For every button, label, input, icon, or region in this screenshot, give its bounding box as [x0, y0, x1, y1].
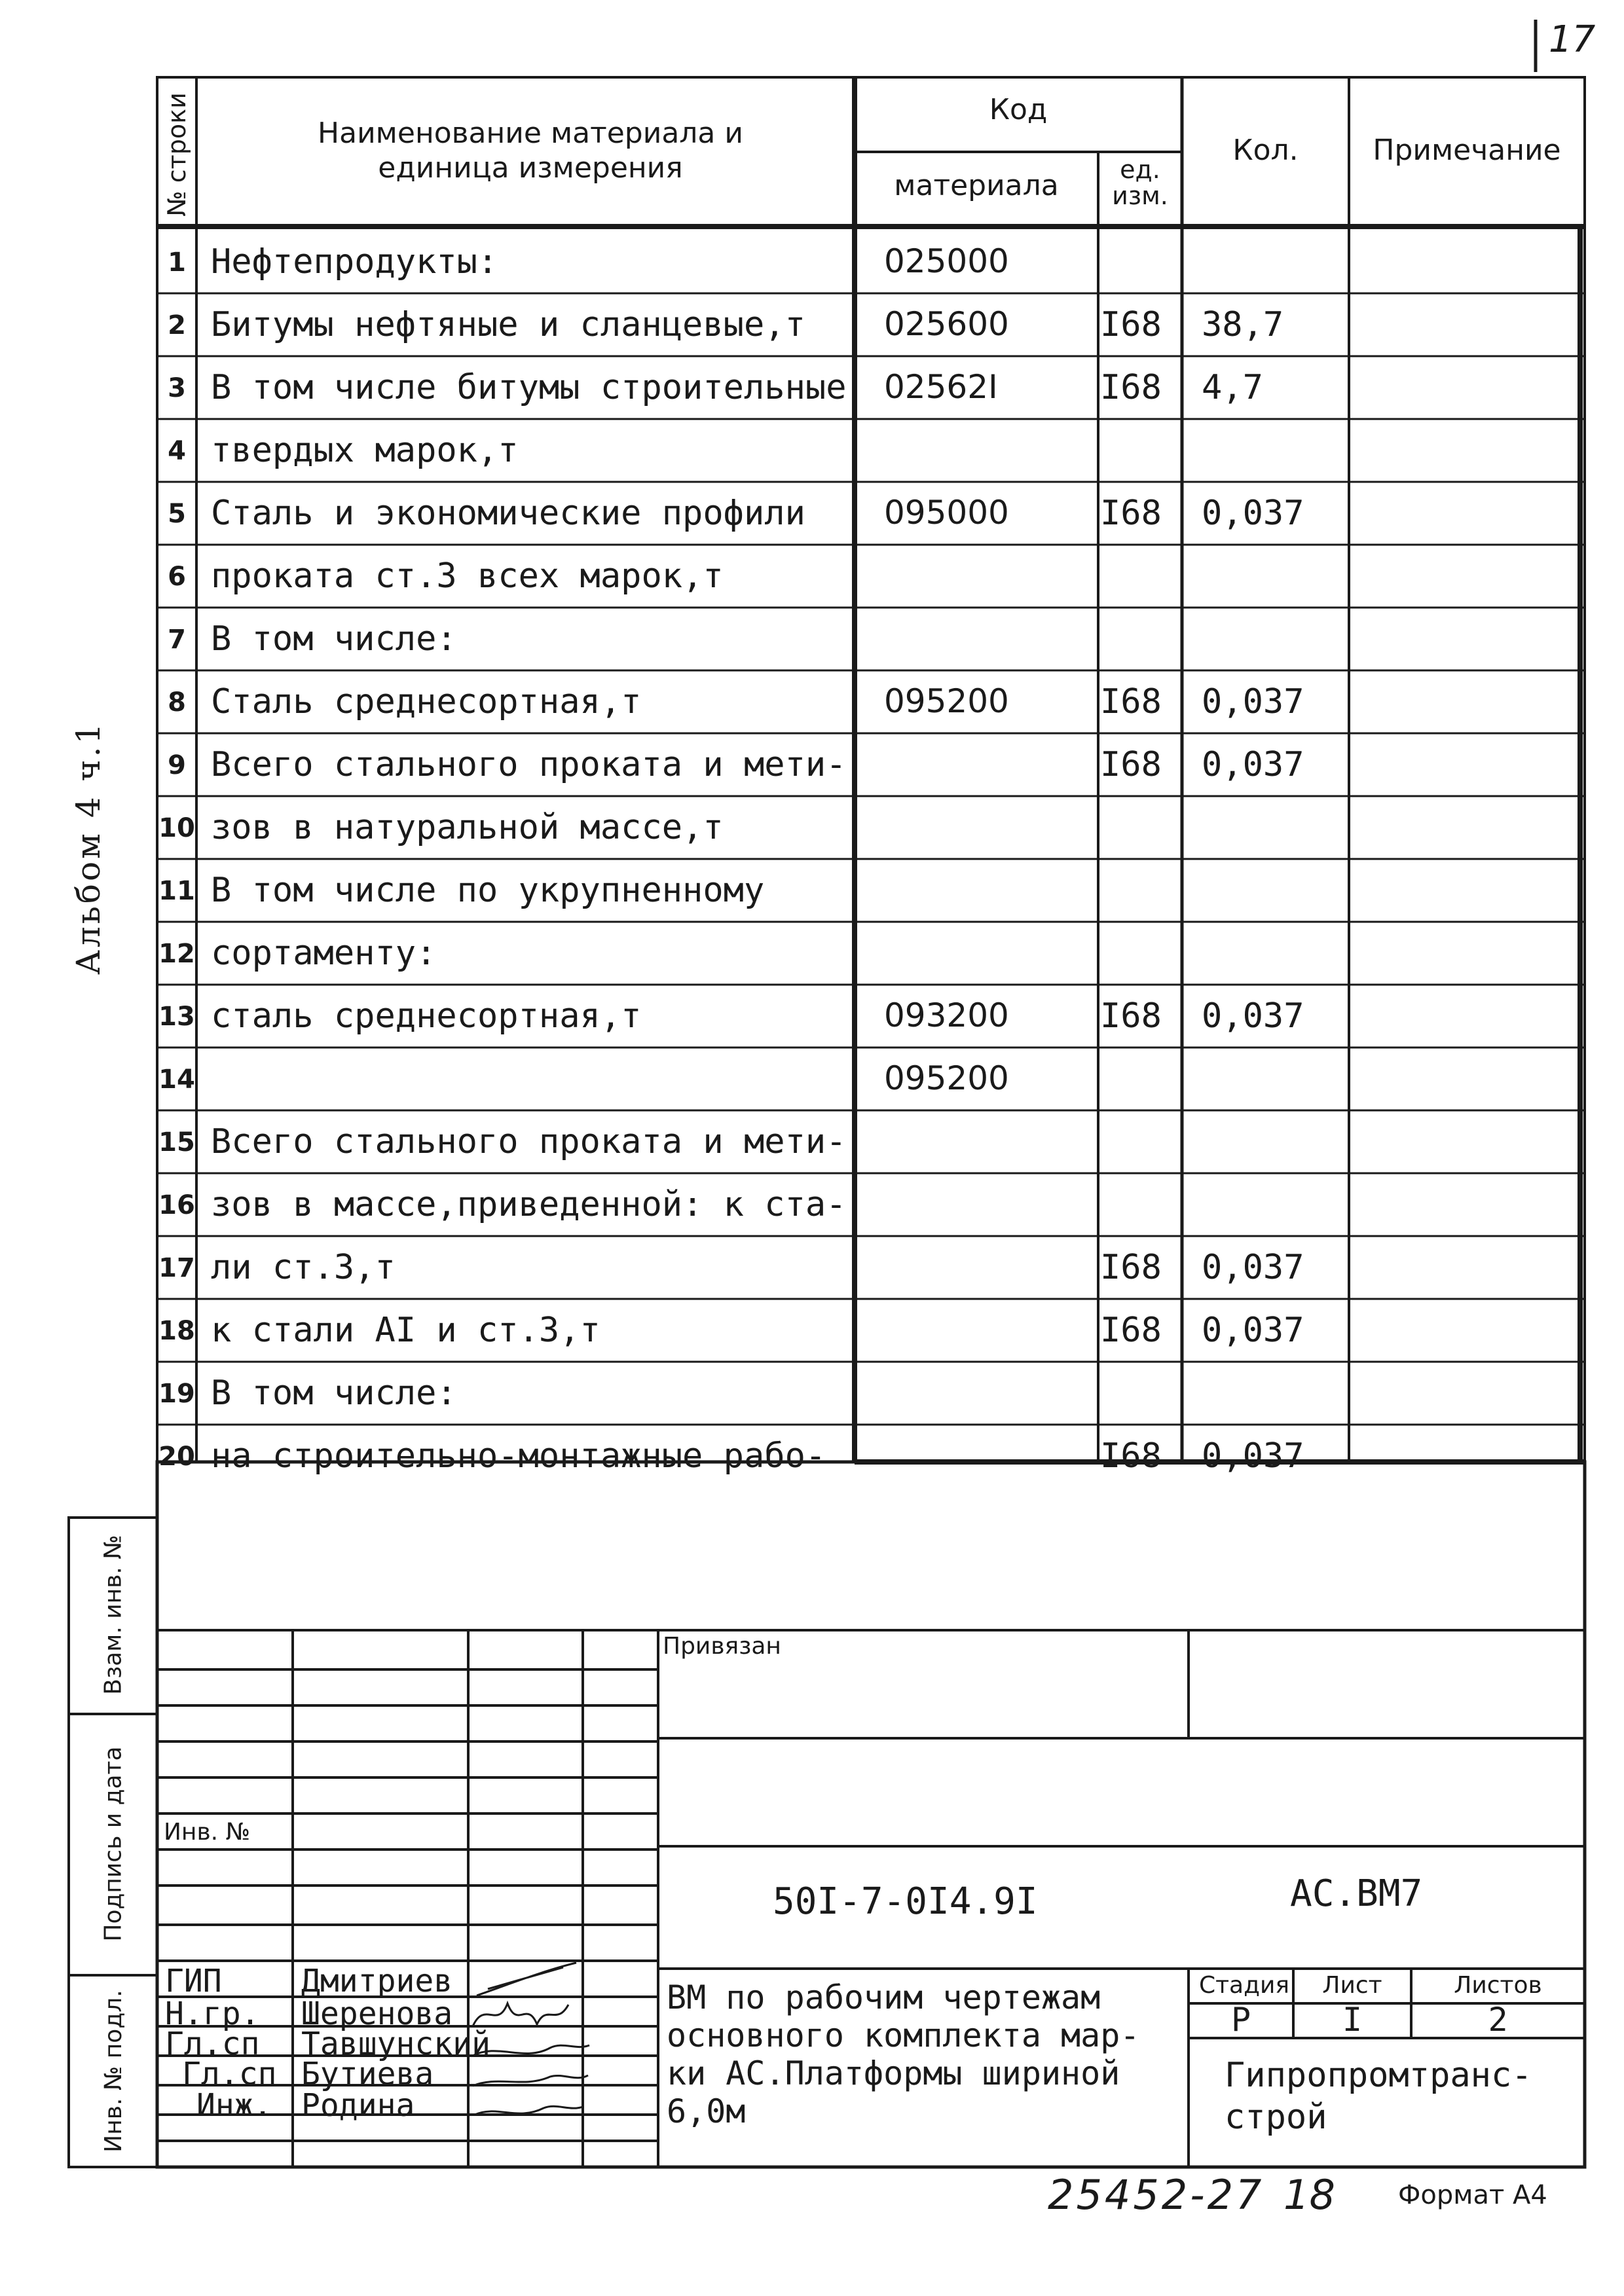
table-row: [157, 545, 1585, 608]
row-number: 1: [168, 247, 186, 278]
privyazan-label: Привязан: [663, 1633, 781, 1660]
material-code: 025600: [884, 305, 1009, 343]
row-number: 6: [168, 562, 186, 592]
person-name: Шеренова: [301, 1995, 453, 2032]
header-row-no: [157, 77, 196, 227]
material-name: сортаменту:: [211, 934, 437, 973]
material-name: Сталь среднесортная,т: [211, 682, 642, 721]
material-name: Нефтепродукты:: [211, 242, 498, 282]
material-name: В том числе:: [211, 619, 457, 659]
format-label: Формат А4: [1398, 2180, 1547, 2210]
doc-code: 50I-7-0I4.9I: [773, 1880, 1038, 1923]
material-code: 093200: [884, 996, 1009, 1034]
doc-title-line: 6,0м: [667, 2092, 746, 2130]
org-line: строй: [1225, 2098, 1327, 2137]
quantity: 0,037: [1202, 996, 1304, 1036]
quantity: 38,7: [1202, 305, 1284, 344]
table-row: [157, 608, 1585, 670]
material-code: 095200: [884, 1059, 1009, 1097]
table-row: [157, 733, 1585, 796]
unit-code: I68: [1100, 745, 1162, 784]
header-row-no-text: № строки: [162, 92, 191, 217]
header-name: Наименование материала и единица измерения: [318, 117, 743, 185]
header-unit: ед. изм.: [1112, 155, 1168, 210]
material-name: твердых марок,т: [211, 431, 519, 470]
material-name: на строительно-монтажные рабо-: [211, 1436, 826, 1476]
unit-code: I68: [1100, 1436, 1162, 1476]
header-note: Примечание: [1373, 134, 1561, 167]
row-number: 5: [168, 499, 186, 529]
row-number: 3: [168, 373, 186, 403]
sheets-value: 2: [1488, 2001, 1508, 2039]
material-name: зов в массе,приведенной: к ста-: [211, 1185, 847, 1224]
material-name: проката ст.3 всех марок,т: [211, 556, 724, 596]
unit-code: I68: [1100, 1248, 1162, 1287]
table-row: [157, 670, 1585, 733]
doc-title-line: ки АС.Платформы шириной: [667, 2054, 1120, 2092]
stage-label: Стадия: [1198, 1972, 1290, 1999]
sheet-value: I: [1342, 2001, 1363, 2039]
unit-code: I68: [1100, 368, 1162, 407]
material-name: Сталь и экономические профили: [211, 494, 805, 533]
row-number: 7: [168, 625, 186, 655]
unit-code: I68: [1100, 1311, 1162, 1350]
material-name: В том числе по укрупненному: [211, 871, 765, 910]
quantity: 0,037: [1202, 1436, 1304, 1476]
inv-no-label: Инв. №: [164, 1819, 251, 1846]
person-name: Тавшунский: [301, 2026, 490, 2062]
row-number: 18: [158, 1316, 195, 1346]
unit-code: I68: [1100, 682, 1162, 721]
row-number: 15: [158, 1127, 195, 1157]
quantity: 0,037: [1202, 745, 1304, 784]
sheet-handwritten: 18: [1283, 2171, 1335, 2219]
material-name: ли ст.3,т: [211, 1248, 396, 1287]
person-name: Дмитриев: [301, 1963, 453, 1999]
row-number: 4: [168, 436, 186, 466]
table-row: [157, 1362, 1585, 1425]
row-number: 8: [168, 687, 186, 718]
row-number: 16: [158, 1190, 195, 1220]
header-material: материала: [894, 169, 1059, 202]
table-row: [157, 230, 1585, 293]
row-number: 19: [158, 1379, 195, 1409]
material-name: В том числе битумы строительные: [211, 368, 847, 407]
row-number: 10: [158, 813, 195, 843]
quantity: 0,037: [1202, 494, 1304, 533]
table-row: [157, 1173, 1585, 1236]
doc-title: [667, 1978, 1184, 2130]
stage-value: Р: [1230, 2001, 1251, 2039]
table-row: [157, 482, 1585, 545]
table-row: [157, 419, 1585, 482]
material-name: к стали АI и ст.3,т: [211, 1311, 600, 1350]
vzam-text: Взам. инв. №: [100, 1535, 127, 1695]
table-row: [157, 922, 1585, 985]
material-name: зов в натуральной массе,т: [211, 808, 724, 847]
person-name: Бутиева: [301, 2056, 434, 2092]
sheets-label: Листов: [1454, 1972, 1542, 1999]
org-name: [1225, 2054, 1532, 2138]
doc-title-line: основного комплекта мар-: [667, 2016, 1140, 2054]
row-number: 9: [168, 750, 186, 780]
material-code: 025000: [884, 242, 1009, 280]
album-label-text: Альбом 4 ч.1: [69, 720, 107, 975]
unit-code: I68: [1100, 494, 1162, 533]
person-role: Н.гр.: [165, 1995, 260, 2032]
table-row: [157, 1048, 1585, 1110]
sheet-label: Лист: [1322, 1972, 1382, 1999]
person-role: ГИП: [165, 1963, 222, 1999]
table-row: [157, 1425, 1585, 1487]
header-code: Код: [989, 93, 1048, 126]
podpis-text: Подпись и дата: [100, 1746, 127, 1942]
row-number: 12: [158, 939, 195, 969]
person-role: Инж.: [196, 2087, 272, 2124]
archive-number: 25452-27: [1048, 2171, 1264, 2219]
table-row: [157, 985, 1585, 1048]
doc-title-line: ВМ по рабочим чертежам: [667, 1978, 1101, 2016]
header-qty: Кол.: [1232, 134, 1299, 167]
row-number: 17: [158, 1253, 195, 1283]
row-number: 14: [158, 1065, 195, 1095]
unit-code: I68: [1100, 996, 1162, 1036]
person-name: Родина: [301, 2087, 415, 2124]
stamp-label-vzam: [69, 1518, 157, 1714]
table-row: [157, 796, 1585, 859]
table-row: [157, 1110, 1585, 1173]
material-name: Всего стального проката и мети-: [211, 1122, 847, 1161]
table-row: [157, 356, 1585, 419]
quantity: 0,037: [1202, 682, 1304, 721]
inv-podl-text: Инв. № подл.: [100, 1990, 127, 2153]
row-number: 2: [168, 310, 186, 340]
material-name: Всего стального проката и мети-: [211, 745, 847, 784]
material-name: Битумы нефтяные и сланцевые,т: [211, 305, 805, 344]
quantity: 0,037: [1202, 1311, 1304, 1350]
quantity: 4,7: [1202, 368, 1263, 407]
row-number: 20: [158, 1442, 195, 1472]
material-code: 02562I: [884, 368, 998, 406]
material-code: 095000: [884, 494, 1009, 532]
unit-code: I68: [1100, 305, 1162, 344]
material-name: сталь среднесортная,т: [211, 996, 642, 1036]
person-role: Гл.сп: [182, 2056, 277, 2092]
stamp-label-inv: [69, 1975, 157, 2167]
material-name: В том числе:: [211, 1374, 457, 1413]
table-row: [157, 859, 1585, 922]
quantity: 0,037: [1202, 1248, 1304, 1287]
org-line: Гипропромтранс-: [1225, 2056, 1532, 2095]
doc-mark: АС.ВМ7: [1290, 1872, 1423, 1915]
table-row: [157, 293, 1585, 356]
row-number: 13: [158, 1002, 195, 1032]
table-row: [157, 1236, 1585, 1299]
person-role: Гл.сп: [165, 2026, 260, 2062]
row-number: 11: [158, 876, 195, 906]
material-code: 095200: [884, 682, 1009, 720]
stamp-label-podpis: [69, 1714, 157, 1975]
table-row: [157, 1299, 1585, 1362]
page-number: 17: [1549, 18, 1596, 61]
